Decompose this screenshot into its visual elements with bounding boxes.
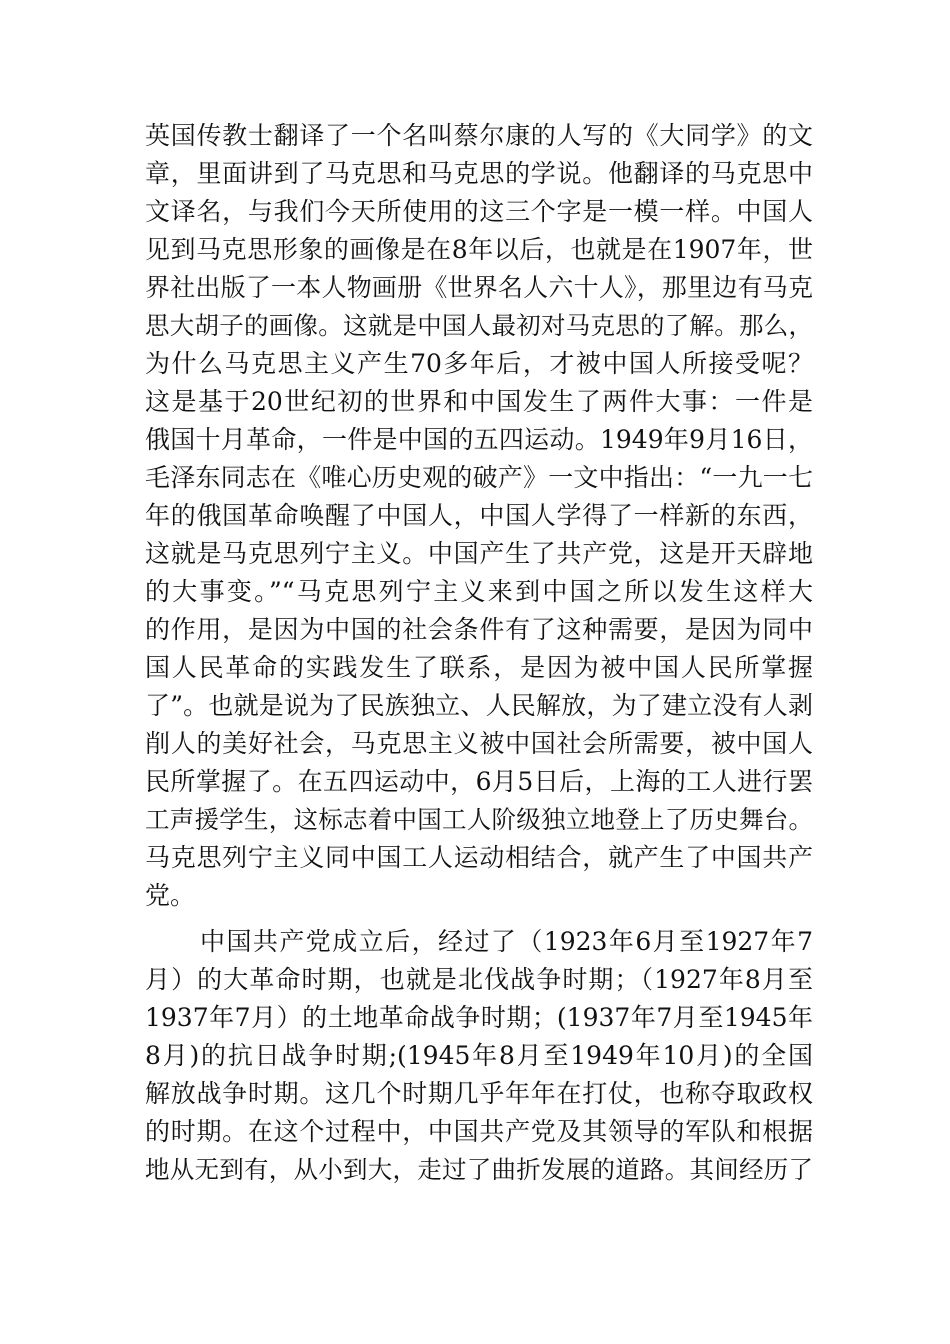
text-line: 民所掌握了。在五四运动中，6月5日后，上海的工人进行罢	[145, 767, 813, 796]
text-line: 月）的大革命时期，也就是北伐战争时期；（1927年8月至	[145, 965, 813, 994]
text-line: 马克思列宁主义同中国工人运动相结合，就产生了中国共产	[145, 843, 813, 872]
text-line: 年的俄国革命唤醒了中国人，中国人学得了一样新的东西，	[145, 501, 813, 530]
text-line: 俄国十月革命，一件是中国的五四运动。1949年9月16日，	[145, 425, 813, 454]
text-line: 削人的美好社会，马克思主义被中国社会所需要，被中国人	[145, 729, 813, 758]
text-line: 毛泽东同志在《唯心历史观的破产》一文中指出：“一九一七	[145, 463, 813, 492]
text-line: 文译名，与我们今天所使用的这三个字是一模一样。中国人	[145, 197, 813, 226]
text-line: 思大胡子的画像。这就是中国人最初对马克思的了解。那么，	[145, 311, 813, 340]
text-line: 解放战争时期。这几个时期几乎年年在打仗，也称夺取政权	[145, 1079, 813, 1108]
text-line: 工声援学生，这标志着中国工人阶级独立地登上了历史舞台。	[145, 805, 813, 834]
text-line: 了”。也就是说为了民族独立、人民解放，为了建立没有人剥	[145, 691, 813, 720]
text-line: 的大事变。”“马克思列宁主义来到中国之所以发生这样大	[145, 577, 813, 606]
text-line: 8月)的抗日战争时期;(1945年8月至1949年10月)的全国	[145, 1041, 813, 1070]
text-line: 这是基于20世纪初的世界和中国发生了两件大事：一件是	[145, 387, 813, 416]
text-line: 界社出版了一本人物画册《世界名人六十人》，那里边有马克	[145, 273, 813, 302]
text-line: 1937年7月）的土地革命战争时期；(1937年7月至1945年	[145, 1003, 813, 1032]
text-line: 章，里面讲到了马克思和马克思的学说。他翻译的马克思中	[145, 159, 813, 188]
text-line: 这就是马克思列宁主义。中国产生了共产党，这是开天辟地	[145, 539, 813, 568]
text-line: 的作用，是因为中国的社会条件有了这种需要，是因为同中	[145, 615, 813, 644]
text-line: 为什么马克思主义产生70多年后，才被中国人所接受呢？	[145, 349, 813, 378]
text-line: 党。	[145, 881, 196, 910]
text-line: 地从无到有，从小到大，走过了曲折发展的道路。其间经历了	[145, 1155, 813, 1184]
text-line: 国人民革命的实践发生了联系，是因为被中国人民所掌握	[145, 653, 813, 682]
text-line: 见到马克思形象的画像是在8年以后，也就是在1907年，世	[145, 235, 813, 264]
text-line: 英国传教士翻译了一个名叫蔡尔康的人写的《大同学》的文	[145, 121, 813, 150]
text-line: 的时期。在这个过程中，中国共产党及其领导的军队和根据	[145, 1117, 813, 1146]
paragraph-first-line: 中国共产党成立后，经过了（1923年6月至1927年7	[200, 927, 813, 956]
